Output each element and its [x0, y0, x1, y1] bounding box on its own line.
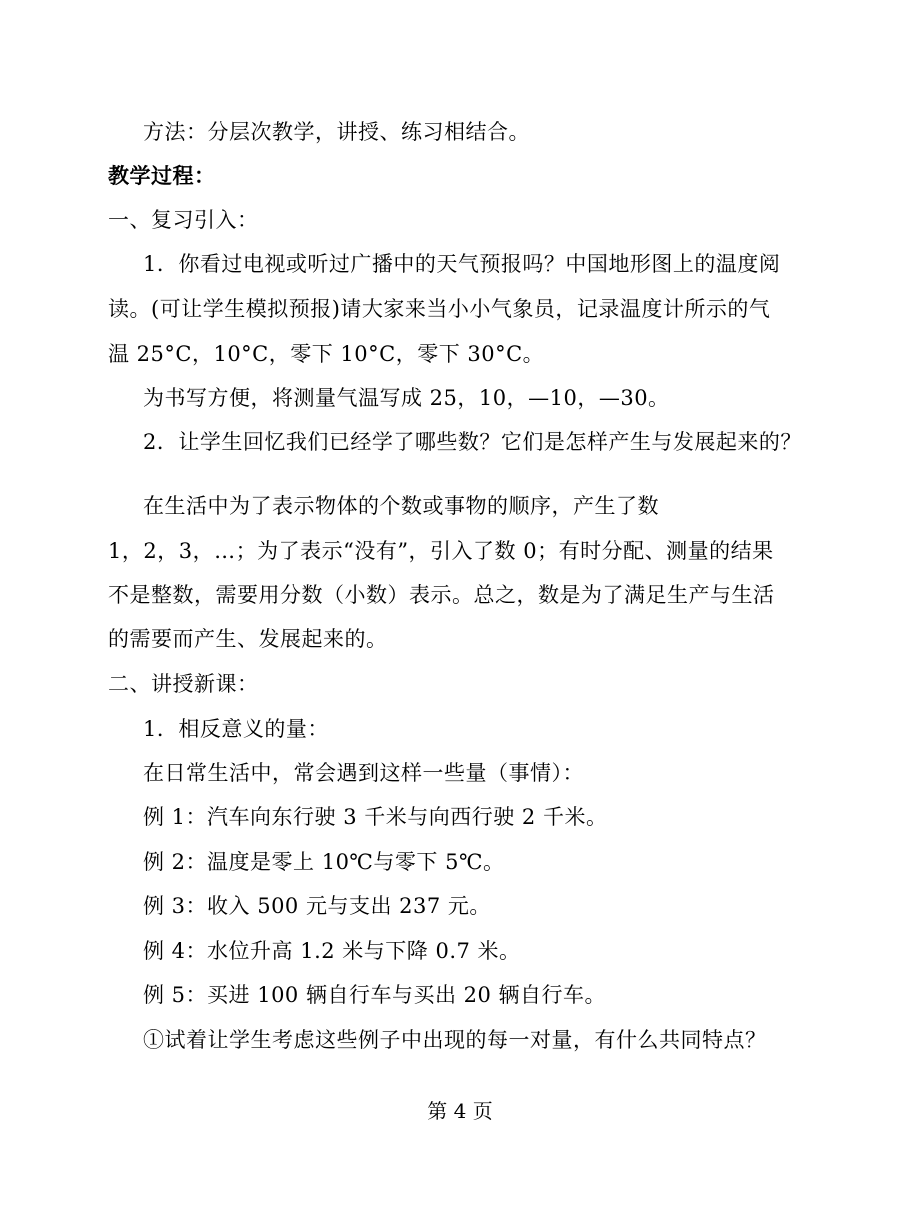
method-line: 方法：分层次教学，讲授、练习相结合。: [143, 120, 530, 144]
page-number: 第 4 页: [427, 1099, 493, 1123]
section1-item1-line1: 1．你看过电视或听过广播中的天气预报吗？中国地形图上的温度阅: [143, 252, 781, 276]
section1-item1-line3: 温 25°C，10°C，零下 10°C，零下 30°C。: [108, 342, 545, 366]
section1-answer-line2: 1，2，3，…；为了表示“没有”，引入了数 0；有时分配、测量的结果: [108, 539, 774, 563]
section1-item1-line2: 读。(可让学生模拟预报)请大家来当小小气象员，记录温度计所示的气: [108, 297, 771, 321]
example-3: 例 3：收入 500 元与支出 237 元。: [143, 894, 491, 918]
section1-answer-line3: 不是整数，需要用分数（小数）表示。总之，数是为了满足生产与生活: [108, 583, 775, 607]
section2-intro: 在日常生活中，常会遇到这样一些量（事情）：: [143, 761, 584, 785]
example-2: 例 2：温度是零上 10℃与零下 5℃。: [143, 850, 505, 874]
section1-item2: 2．让学生回忆我们已经学了哪些数？它们是怎样产生与发展起来的？: [143, 430, 802, 454]
example-4: 例 4：水位升高 1.2 米与下降 0.7 米。: [143, 939, 521, 963]
section1-answer-line1: 在生活中为了表示物体的个数或事物的顺序，产生了数: [143, 494, 659, 518]
section2-heading: 二、讲授新课：: [108, 672, 259, 696]
example-1: 例 1：汽车向东行驶 3 千米与向西行驶 2 千米。: [143, 805, 608, 829]
section2-question: ①试着让学生考虑这些例子中出现的每一对量，有什么共同特点？: [143, 1028, 767, 1052]
section1-heading: 一、复习引入：: [108, 208, 259, 232]
section2-item1: 1．相反意义的量：: [143, 717, 329, 741]
example-5: 例 5：买进 100 辆自行车与买出 20 辆自行车。: [143, 983, 607, 1007]
section1-answer-line4: 的需要而产生、发展起来的。: [108, 627, 388, 651]
section1-note: 为书写方便，将测量气温写成 25，10，—10，—30。: [143, 386, 670, 410]
process-heading: 教学过程：: [108, 163, 216, 188]
